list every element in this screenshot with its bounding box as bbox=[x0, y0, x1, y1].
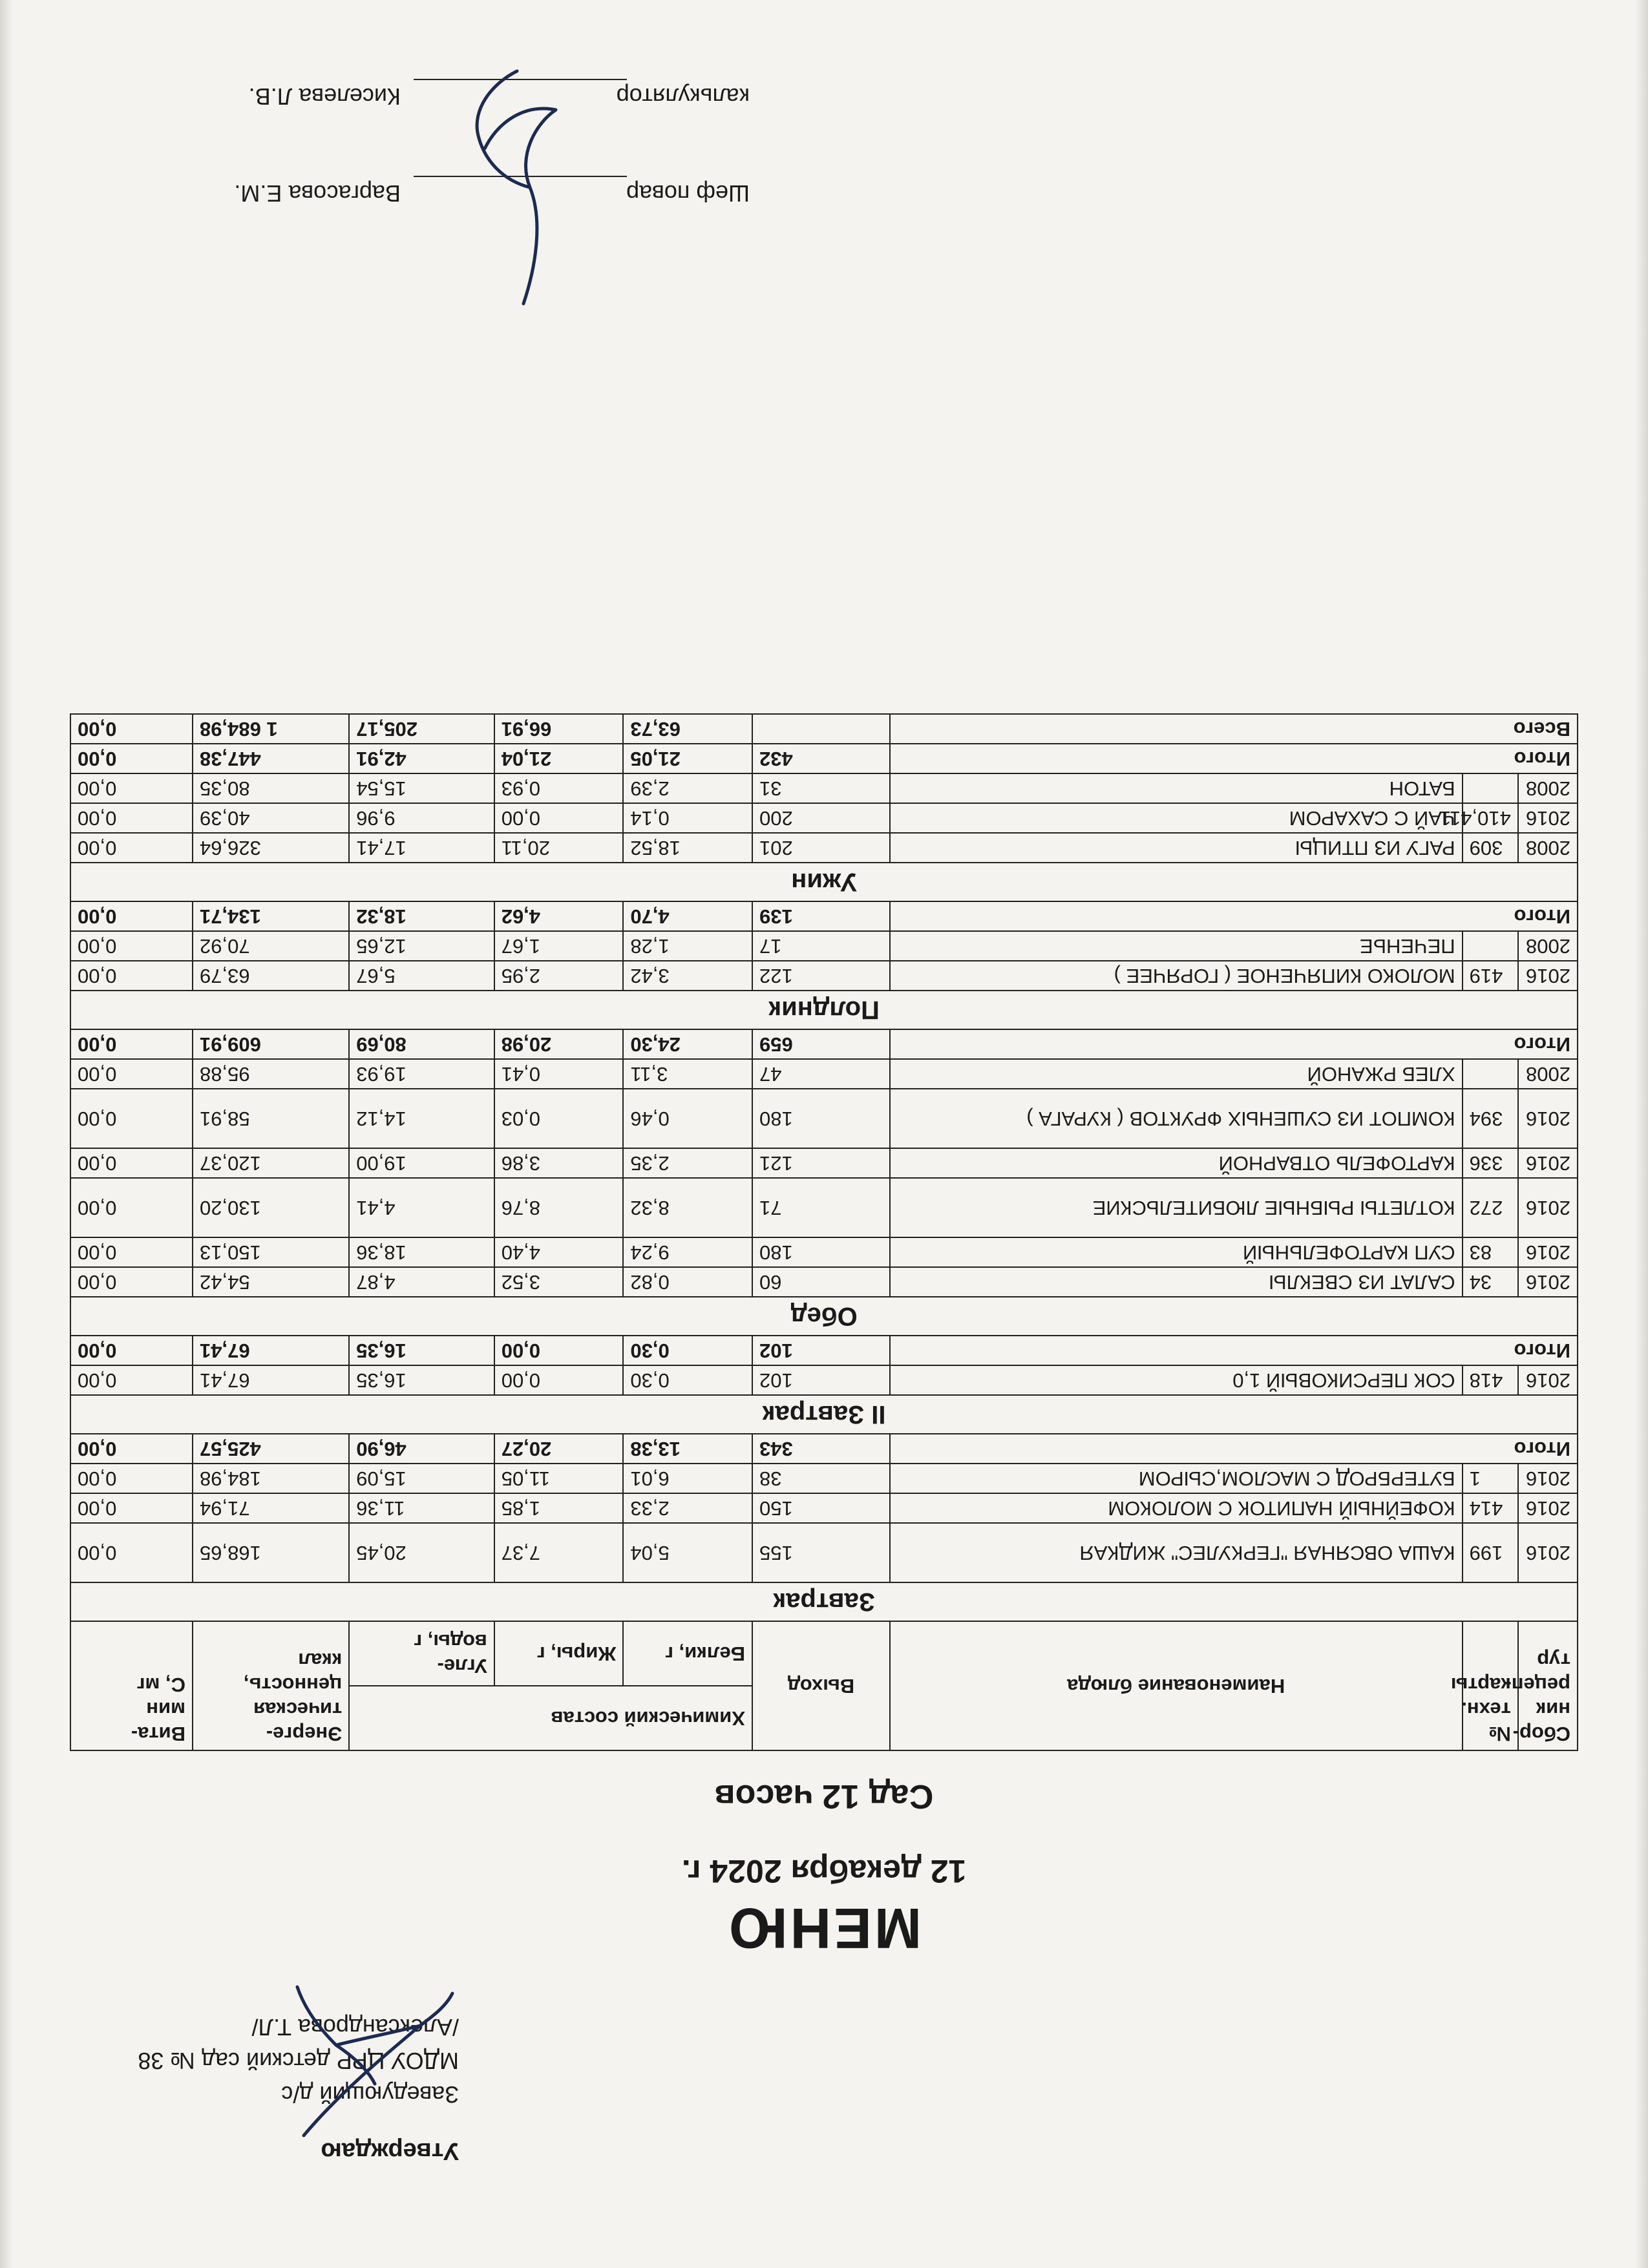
cell-output: 17 bbox=[752, 931, 890, 961]
cell-carbs: 19,00 bbox=[349, 1148, 494, 1178]
cell-protein: 2,39 bbox=[623, 773, 752, 803]
total-carbs: 18,32 bbox=[349, 901, 494, 931]
total-label: Итого bbox=[890, 1029, 1578, 1059]
cell-energy: 63,79 bbox=[193, 961, 349, 991]
cell-source: 2016 bbox=[1518, 1089, 1578, 1148]
cell-dish: КОТЛЕТЫ РЫБНЫЕ ЛЮБИТЕЛЬСКИЕ bbox=[890, 1178, 1463, 1237]
table-row bbox=[70, 1178, 1578, 1237]
cell-fat: 11,05 bbox=[494, 1464, 624, 1493]
cell-carbs: 11,36 bbox=[349, 1493, 494, 1523]
cell-energy: 326,64 bbox=[193, 833, 349, 863]
meal-header-row bbox=[70, 863, 1578, 901]
total-carbs: 16,35 bbox=[349, 1336, 494, 1365]
meal-header-row bbox=[70, 1395, 1578, 1434]
chef-label: Шеф повар bbox=[626, 180, 750, 207]
cell-source: 2016 bbox=[1518, 961, 1578, 991]
subtotal-row bbox=[70, 1336, 1578, 1365]
cell-vitamin: 0,00 bbox=[70, 1148, 193, 1178]
cell-output: 155 bbox=[752, 1523, 890, 1582]
total-carbs: 42,91 bbox=[349, 744, 494, 773]
total-protein: 21,05 bbox=[623, 744, 752, 773]
cell-vitamin: 0,00 bbox=[70, 1493, 193, 1523]
cell-recipe: 309 bbox=[1463, 833, 1518, 863]
subtotal-row bbox=[70, 1434, 1578, 1464]
chef-name: Варгасова Е.М. bbox=[234, 180, 401, 207]
header-source: Сбор- ник рецеп- тур bbox=[1518, 1621, 1578, 1750]
cell-energy: 54,42 bbox=[193, 1267, 349, 1297]
cell-recipe: 34 bbox=[1463, 1267, 1518, 1297]
cell-source: 2016 bbox=[1518, 1178, 1578, 1237]
header-chem: Химический состав bbox=[349, 1686, 752, 1750]
meal-header-row bbox=[70, 991, 1578, 1029]
cell-carbs: 14,12 bbox=[349, 1089, 494, 1148]
cell-fat: 3,52 bbox=[494, 1267, 624, 1297]
cell-protein: 0,46 bbox=[623, 1089, 752, 1148]
table-row bbox=[70, 1089, 1578, 1148]
cell-carbs: 15,54 bbox=[349, 773, 494, 803]
menu-group: Сад 12 часов bbox=[714, 1778, 934, 1815]
total-energy: 67,41 bbox=[193, 1336, 349, 1365]
cell-recipe: 199 bbox=[1463, 1523, 1518, 1582]
grand-total-row bbox=[70, 714, 1578, 744]
cell-energy: 95,88 bbox=[193, 1059, 349, 1089]
total-label: Итого bbox=[890, 1434, 1578, 1464]
total-fat: 0,00 bbox=[494, 1336, 624, 1365]
header-energy: Энерге- тическая ценность, ккал bbox=[193, 1621, 349, 1750]
total-vitamin: 0,00 bbox=[70, 1434, 193, 1464]
table-body bbox=[70, 714, 1578, 1621]
total-fat: 66,91 bbox=[494, 714, 624, 744]
cell-recipe: 418 bbox=[1463, 1365, 1518, 1395]
cell-fat: 0,93 bbox=[494, 773, 624, 803]
table-row bbox=[70, 1365, 1578, 1395]
cell-vitamin: 0,00 bbox=[70, 773, 193, 803]
cell-protein: 0,82 bbox=[623, 1267, 752, 1297]
cell-source: 2016 bbox=[1518, 1365, 1578, 1395]
total-output: 432 bbox=[752, 744, 890, 773]
cell-energy: 71,94 bbox=[193, 1493, 349, 1523]
total-label: Итого bbox=[890, 744, 1578, 773]
cell-dish: КОФЕЙНЫЙ НАПИТОК С МОЛОКОМ bbox=[890, 1493, 1463, 1523]
total-energy: 425,57 bbox=[193, 1434, 349, 1464]
cell-energy: 80,35 bbox=[193, 773, 349, 803]
total-carbs: 46,90 bbox=[349, 1434, 494, 1464]
total-output bbox=[752, 714, 890, 744]
header-protein: Белки, г bbox=[623, 1621, 752, 1686]
total-output: 139 bbox=[752, 901, 890, 931]
menu-table bbox=[70, 713, 1578, 1751]
cell-source: 2008 bbox=[1518, 931, 1578, 961]
cell-protein: 2,35 bbox=[623, 1148, 752, 1178]
cell-output: 47 bbox=[752, 1059, 890, 1089]
subtotal-row bbox=[70, 744, 1578, 773]
cell-source: 2008 bbox=[1518, 773, 1578, 803]
cell-fat: 4,40 bbox=[494, 1237, 624, 1267]
cell-carbs: 17,41 bbox=[349, 833, 494, 863]
scan-edge-right bbox=[1635, 0, 1648, 2268]
meal-title: Завтрак bbox=[70, 1582, 1578, 1621]
total-vitamin: 0,00 bbox=[70, 1029, 193, 1059]
approval-position: Заведующий д/с bbox=[281, 2081, 459, 2108]
cell-source: 2008 bbox=[1518, 833, 1578, 863]
cell-recipe bbox=[1463, 931, 1518, 961]
cell-output: 180 bbox=[752, 1237, 890, 1267]
cell-protein: 3,11 bbox=[623, 1059, 752, 1089]
cell-vitamin: 0,00 bbox=[70, 1523, 193, 1582]
cell-source: 2016 bbox=[1518, 1237, 1578, 1267]
cell-source: 2008 bbox=[1518, 1059, 1578, 1089]
cell-protein: 1,28 bbox=[623, 931, 752, 961]
cell-vitamin: 0,00 bbox=[70, 1237, 193, 1267]
table-header bbox=[70, 1621, 1578, 1750]
menu-date: 12 декабря 2024 г. bbox=[681, 1853, 967, 1889]
header-dish: Наименование блюда bbox=[890, 1621, 1463, 1750]
total-energy: 1 684,98 bbox=[193, 714, 349, 744]
cell-recipe: 414 bbox=[1463, 1493, 1518, 1523]
cell-vitamin: 0,00 bbox=[70, 1059, 193, 1089]
cell-recipe bbox=[1463, 773, 1518, 803]
cell-protein: 18,52 bbox=[623, 833, 752, 863]
cell-dish: РАГУ ИЗ ПТИЦЫ bbox=[890, 833, 1463, 863]
cell-recipe: 83 bbox=[1463, 1237, 1518, 1267]
cell-energy: 168,65 bbox=[193, 1523, 349, 1582]
meal-title: II Завтрак bbox=[70, 1395, 1578, 1434]
total-fat: 20,98 bbox=[494, 1029, 624, 1059]
cell-protein: 0,30 bbox=[623, 1365, 752, 1395]
cell-dish: КОМПОТ ИЗ СУШЕНЫХ ФРУКТОВ ( КУРАГА ) bbox=[890, 1089, 1463, 1148]
table-row bbox=[70, 1493, 1578, 1523]
table-row bbox=[70, 1059, 1578, 1089]
cell-output: 71 bbox=[752, 1178, 890, 1237]
cell-carbs: 18,36 bbox=[349, 1237, 494, 1267]
cell-dish: ХЛЕБ РЖАНОЙ bbox=[890, 1059, 1463, 1089]
header-vitamin: Вита- мин С, мг bbox=[70, 1621, 193, 1750]
cell-recipe: 272 bbox=[1463, 1178, 1518, 1237]
cell-output: 121 bbox=[752, 1148, 890, 1178]
header-recipe: № техн. карты bbox=[1463, 1621, 1518, 1750]
cell-fat: 7,37 bbox=[494, 1523, 624, 1582]
approval-name: /Александрова Т.Л/ bbox=[251, 2014, 459, 2041]
cell-energy: 70,92 bbox=[193, 931, 349, 961]
cell-carbs: 12,65 bbox=[349, 931, 494, 961]
cell-output: 60 bbox=[752, 1267, 890, 1297]
cell-output: 150 bbox=[752, 1493, 890, 1523]
cell-protein: 5,04 bbox=[623, 1523, 752, 1582]
total-energy: 447,38 bbox=[193, 744, 349, 773]
approval-title: Утверждаю bbox=[321, 2137, 459, 2165]
cell-vitamin: 0,00 bbox=[70, 961, 193, 991]
cell-carbs: 9,96 bbox=[349, 803, 494, 833]
cell-recipe: 394 bbox=[1463, 1089, 1518, 1148]
calc-name: Киселева Л.В. bbox=[248, 83, 401, 110]
cell-vitamin: 0,00 bbox=[70, 803, 193, 833]
cell-recipe: 336 bbox=[1463, 1148, 1518, 1178]
cell-energy: 58,91 bbox=[193, 1089, 349, 1148]
total-output: 659 bbox=[752, 1029, 890, 1059]
cell-energy: 120,37 bbox=[193, 1148, 349, 1178]
total-energy: 609,91 bbox=[193, 1029, 349, 1059]
cell-output: 31 bbox=[752, 773, 890, 803]
total-output: 343 bbox=[752, 1434, 890, 1464]
cell-recipe: 410,411 bbox=[1463, 803, 1518, 833]
cell-recipe bbox=[1463, 1059, 1518, 1089]
total-protein: 24,30 bbox=[623, 1029, 752, 1059]
cell-fat: 0,03 bbox=[494, 1089, 624, 1148]
total-label: Итого bbox=[890, 901, 1578, 931]
total-protein: 4,70 bbox=[623, 901, 752, 931]
cell-output: 122 bbox=[752, 961, 890, 991]
cell-source: 2016 bbox=[1518, 803, 1578, 833]
chef-signature bbox=[433, 45, 614, 317]
cell-energy: 67,41 bbox=[193, 1365, 349, 1395]
cell-carbs: 15,09 bbox=[349, 1464, 494, 1493]
header-carbs: Угле- воды, г bbox=[349, 1621, 494, 1686]
meal-header-row bbox=[70, 1297, 1578, 1336]
cell-recipe: 419 bbox=[1463, 961, 1518, 991]
cell-carbs: 19,93 bbox=[349, 1059, 494, 1089]
cell-carbs: 4,41 bbox=[349, 1178, 494, 1237]
cell-energy: 150,13 bbox=[193, 1237, 349, 1267]
cell-vitamin: 0,00 bbox=[70, 931, 193, 961]
cell-dish: КАРТОФЕЛЬ ОТВАРНОЙ bbox=[890, 1148, 1463, 1178]
total-carbs: 205,17 bbox=[349, 714, 494, 744]
cell-fat: 0,00 bbox=[494, 803, 624, 833]
cell-source: 2016 bbox=[1518, 1493, 1578, 1523]
subtotal-row bbox=[70, 1029, 1578, 1059]
total-fat: 4,62 bbox=[494, 901, 624, 931]
cell-vitamin: 0,00 bbox=[70, 1365, 193, 1395]
header-fat: Жиры, г bbox=[494, 1621, 624, 1686]
total-vitamin: 0,00 bbox=[70, 714, 193, 744]
meal-title: Обед bbox=[70, 1297, 1578, 1336]
cell-fat: 3,86 bbox=[494, 1148, 624, 1178]
total-label: Итого bbox=[890, 1336, 1578, 1365]
cell-source: 2016 bbox=[1518, 1523, 1578, 1582]
cell-fat: 20,11 bbox=[494, 833, 624, 863]
cell-vitamin: 0,00 bbox=[70, 1089, 193, 1148]
scan-edge-left bbox=[0, 0, 13, 2268]
cell-protein: 9,24 bbox=[623, 1237, 752, 1267]
cell-energy: 184,98 bbox=[193, 1464, 349, 1493]
cell-carbs: 4,87 bbox=[349, 1267, 494, 1297]
total-carbs: 80,69 bbox=[349, 1029, 494, 1059]
cell-protein: 3,42 bbox=[623, 961, 752, 991]
cell-dish: СУП КАРТОФЕЛЬНЫЙ bbox=[890, 1237, 1463, 1267]
table-row bbox=[70, 773, 1578, 803]
table-row bbox=[70, 1237, 1578, 1267]
cell-carbs: 5,67 bbox=[349, 961, 494, 991]
cell-carbs: 16,35 bbox=[349, 1365, 494, 1395]
cell-dish: ПЕЧЕНЬЕ bbox=[890, 931, 1463, 961]
page-title: МЕНЮ bbox=[726, 1896, 922, 1960]
cell-energy: 130,20 bbox=[193, 1178, 349, 1237]
table-row bbox=[70, 961, 1578, 991]
total-label: Всего bbox=[890, 714, 1578, 744]
cell-source: 2016 bbox=[1518, 1148, 1578, 1178]
table-row bbox=[70, 1267, 1578, 1297]
cell-recipe: 1 bbox=[1463, 1464, 1518, 1493]
table-row bbox=[70, 1148, 1578, 1178]
cell-fat: 8,76 bbox=[494, 1178, 624, 1237]
cell-protein: 8,32 bbox=[623, 1178, 752, 1237]
total-vitamin: 0,00 bbox=[70, 744, 193, 773]
cell-source: 2016 bbox=[1518, 1464, 1578, 1493]
cell-dish: САЛАТ ИЗ СВЕКЛЫ bbox=[890, 1267, 1463, 1297]
cell-dish: СОК ПЕРСИКОВЫЙ 1,0 bbox=[890, 1365, 1463, 1395]
cell-vitamin: 0,00 bbox=[70, 1178, 193, 1237]
header-output: Выход bbox=[752, 1621, 890, 1750]
total-energy: 134,71 bbox=[193, 901, 349, 931]
total-protein: 0,30 bbox=[623, 1336, 752, 1365]
cell-fat: 0,00 bbox=[494, 1365, 624, 1395]
director-signature bbox=[252, 1974, 498, 2155]
cell-dish: БУТЕРБРОД С МАСЛОМ,СЫРОМ bbox=[890, 1464, 1463, 1493]
cell-protein: 0,14 bbox=[623, 803, 752, 833]
cell-dish: КАША ОВСЯНАЯ "ГЕРКУЛЕС" ЖИДКАЯ bbox=[890, 1523, 1463, 1582]
meal-title: Полдник bbox=[70, 991, 1578, 1029]
cell-output: 200 bbox=[752, 803, 890, 833]
table-row bbox=[70, 931, 1578, 961]
total-vitamin: 0,00 bbox=[70, 901, 193, 931]
total-fat: 20,27 bbox=[494, 1434, 624, 1464]
approval-organization: МДОУ ЦРР детский сад № 38 bbox=[138, 2048, 459, 2074]
table-row bbox=[70, 833, 1578, 863]
cell-dish: ЧАЙ С САХАРОМ bbox=[890, 803, 1463, 833]
total-vitamin: 0,00 bbox=[70, 1336, 193, 1365]
meal-title: Ужин bbox=[70, 863, 1578, 901]
table-row bbox=[70, 1523, 1578, 1582]
cell-dish: БАТОН bbox=[890, 773, 1463, 803]
table-row bbox=[70, 1464, 1578, 1493]
cell-protein: 6,01 bbox=[623, 1464, 752, 1493]
total-protein: 63,73 bbox=[623, 714, 752, 744]
calc-label: калькулятор bbox=[616, 83, 750, 110]
cell-carbs: 20,45 bbox=[349, 1523, 494, 1582]
cell-output: 180 bbox=[752, 1089, 890, 1148]
cell-fat: 1,85 bbox=[494, 1493, 624, 1523]
cell-vitamin: 0,00 bbox=[70, 1464, 193, 1493]
cell-dish: МОЛОКО КИПЯЧЕНОЕ ( ГОРЯЧЕЕ ) bbox=[890, 961, 1463, 991]
cell-fat: 1,67 bbox=[494, 931, 624, 961]
subtotal-row bbox=[70, 901, 1578, 931]
total-fat: 21,04 bbox=[494, 744, 624, 773]
cell-output: 201 bbox=[752, 833, 890, 863]
cell-protein: 2,33 bbox=[623, 1493, 752, 1523]
cell-vitamin: 0,00 bbox=[70, 1267, 193, 1297]
total-protein: 13,38 bbox=[623, 1434, 752, 1464]
total-output: 102 bbox=[752, 1336, 890, 1365]
table-row bbox=[70, 803, 1578, 833]
cell-fat: 2,95 bbox=[494, 961, 624, 991]
cell-output: 102 bbox=[752, 1365, 890, 1395]
cell-energy: 40,39 bbox=[193, 803, 349, 833]
cell-vitamin: 0,00 bbox=[70, 833, 193, 863]
cell-fat: 0,41 bbox=[494, 1059, 624, 1089]
cell-source: 2016 bbox=[1518, 1267, 1578, 1297]
meal-header-row bbox=[70, 1582, 1578, 1621]
cell-output: 38 bbox=[752, 1464, 890, 1493]
